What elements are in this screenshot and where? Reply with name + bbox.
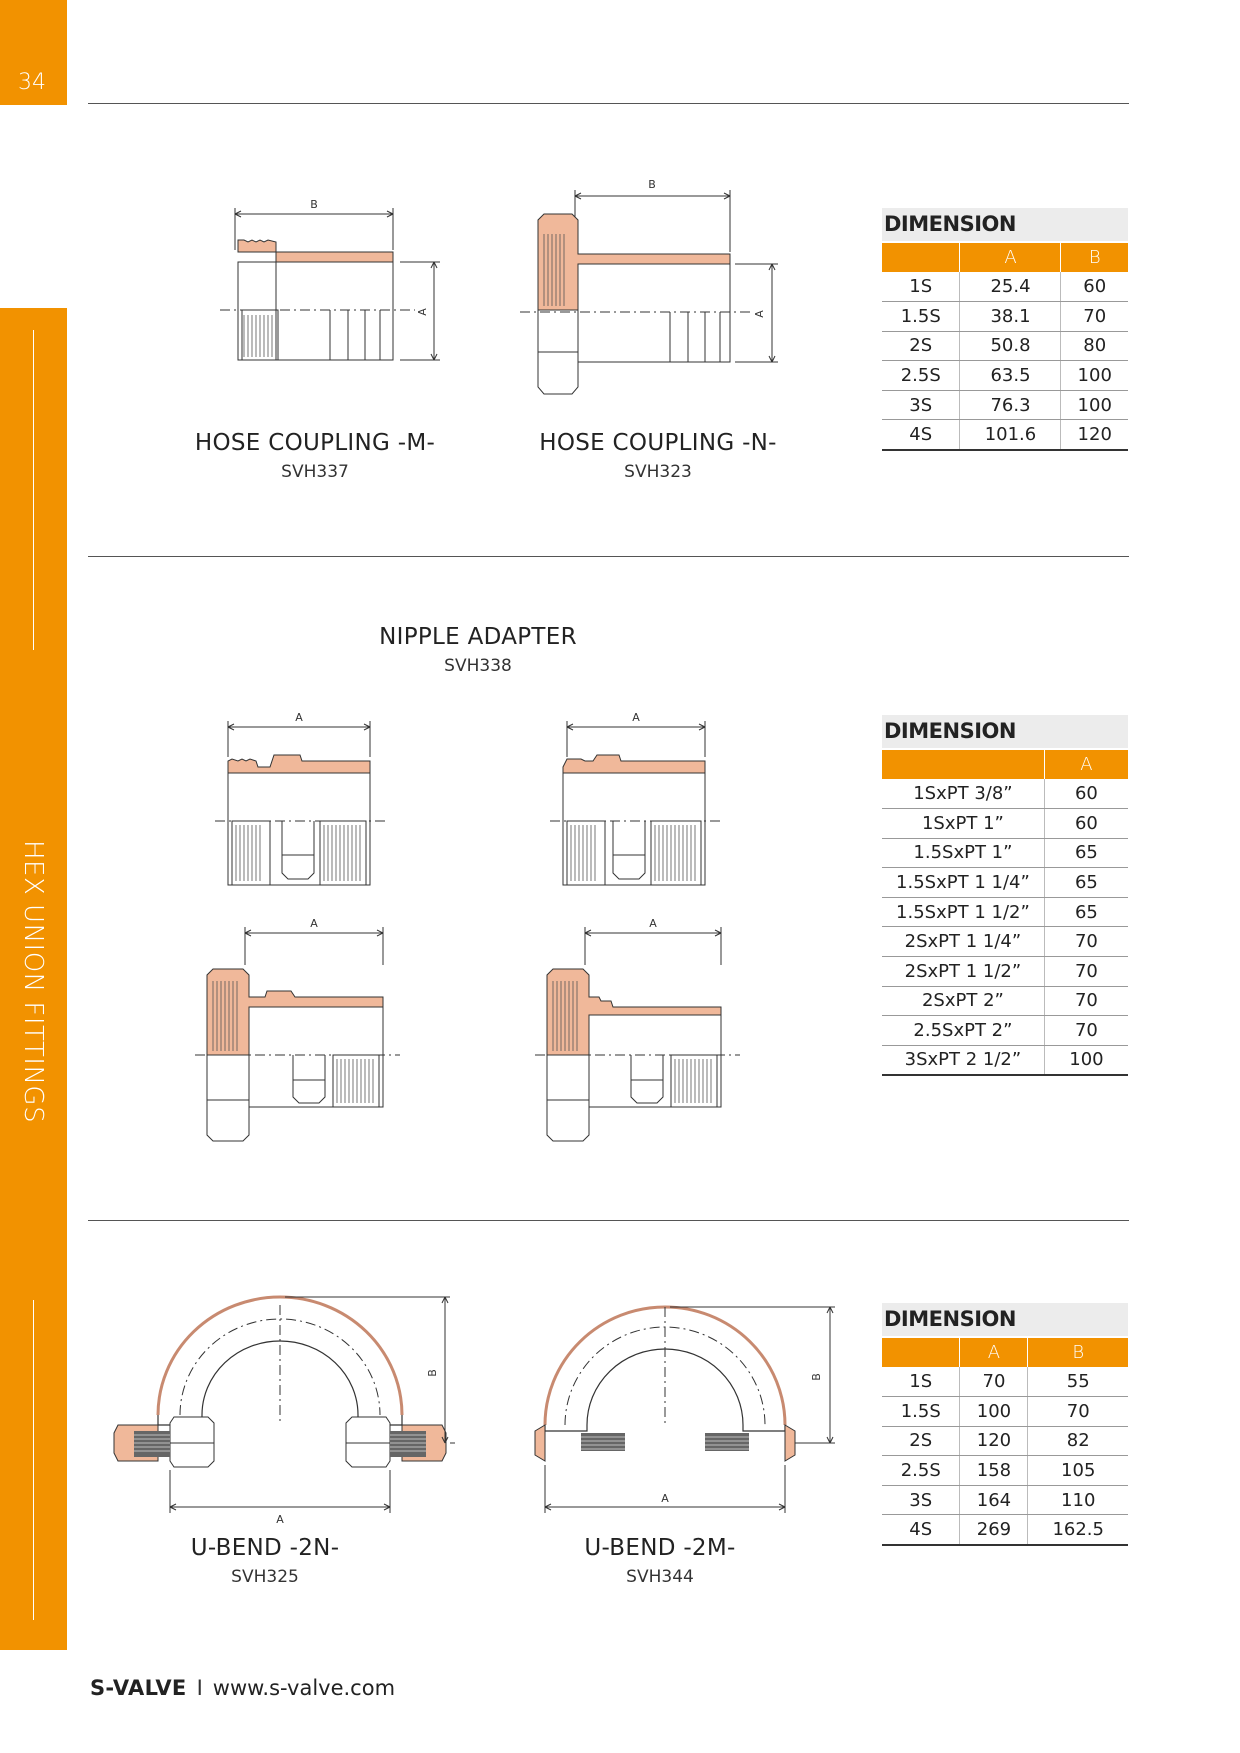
section-tab-divider (33, 1300, 34, 1620)
cell: 269 (960, 1515, 1028, 1545)
brand-name: S-VALVE (90, 1676, 187, 1700)
dimension-label-a: A (753, 310, 766, 318)
table-row (882, 838, 1128, 868)
hose-coupling-n-code: SVH323 (624, 462, 692, 482)
cell: 70 (1044, 927, 1128, 957)
cell: 38.1 (960, 302, 1061, 332)
table-row (882, 1485, 1128, 1515)
cell: 100 (960, 1397, 1028, 1427)
table-row (882, 390, 1128, 420)
table-row (882, 779, 1128, 809)
cell: 110 (1028, 1485, 1128, 1515)
cell: 120 (960, 1426, 1028, 1456)
cell: 2SxPT 1 1/2” (882, 957, 1044, 987)
cell: 1.5SxPT 1” (882, 838, 1044, 868)
cell: 4S (882, 1515, 960, 1545)
u-bend-2m-title: U-BEND -2M- (584, 1535, 736, 1561)
table-row (882, 927, 1128, 957)
section-divider (88, 103, 1129, 104)
nipple-adapter-drawing-3 (195, 915, 405, 1145)
section-title: HEX UNION FITTINGS (18, 840, 48, 1124)
dimension-label-b: B (426, 1369, 439, 1377)
column-header: A (960, 1338, 1028, 1367)
dimension-grid (882, 243, 1128, 451)
cell: 25.4 (960, 272, 1061, 302)
cell: 70 (1044, 986, 1128, 1016)
section-divider (88, 1220, 1129, 1221)
cell: 2.5S (882, 1456, 960, 1486)
table-row (882, 331, 1128, 361)
cell: 1S (882, 1367, 960, 1397)
dimension-title: DIMENSION (882, 715, 1128, 748)
cell: 2.5SxPT 2” (882, 1016, 1044, 1046)
dimension-label-a: A (310, 917, 318, 930)
dimension-title: DIMENSION (882, 1303, 1128, 1336)
cell: 82 (1028, 1426, 1128, 1456)
cell: 164 (960, 1485, 1028, 1515)
cell: 80 (1061, 331, 1128, 361)
cell: 4S (882, 420, 960, 450)
nipple-adapter-drawing-2 (545, 705, 735, 890)
cell: 1.5S (882, 302, 960, 332)
cell: 2.5S (882, 361, 960, 391)
dimension-title: DIMENSION (882, 208, 1128, 241)
cell: 120 (1061, 420, 1128, 450)
column-header (882, 750, 1044, 779)
cell: 1SxPT 1” (882, 809, 1044, 839)
table-row (882, 361, 1128, 391)
cell: 3SxPT 2 1/2” (882, 1045, 1044, 1075)
table-row (882, 809, 1128, 839)
cell: 65 (1044, 897, 1128, 927)
dimension-label-a: A (649, 917, 657, 930)
column-header: B (1028, 1338, 1128, 1367)
cell: 1S (882, 272, 960, 302)
dimension-label-b: B (310, 198, 318, 211)
cell: 50.8 (960, 331, 1061, 361)
cell: 158 (960, 1456, 1028, 1486)
hose-coupling-m-drawing (220, 190, 460, 380)
nipple-adapter-drawing-4 (535, 915, 745, 1145)
cell: 60 (1044, 809, 1128, 839)
hose-coupling-m-title: HOSE COUPLING -M- (194, 430, 436, 456)
nipple-adapter-code: SVH338 (444, 656, 512, 676)
table-row (882, 1426, 1128, 1456)
hose-coupling-m-code: SVH337 (281, 462, 349, 482)
cell: 1.5SxPT 1 1/2” (882, 897, 1044, 927)
cell: 100 (1061, 361, 1128, 391)
ubend-dimension-table (882, 1303, 1128, 1546)
u-bend-2m-code: SVH344 (626, 1567, 694, 1587)
dimension-label-a: A (295, 711, 303, 724)
cell: 3S (882, 1485, 960, 1515)
nipple-adapter-drawing-1 (210, 705, 400, 890)
cell: 101.6 (960, 420, 1061, 450)
cell: 70 (1044, 1016, 1128, 1046)
section-tab (0, 308, 67, 1650)
footer (90, 1676, 395, 1700)
cell: 1.5SxPT 1 1/4” (882, 868, 1044, 898)
dimension-label-a: A (416, 308, 429, 316)
cell: 3S (882, 390, 960, 420)
cell: 76.3 (960, 390, 1061, 420)
nipple-adapter-title: NIPPLE ADAPTER (379, 624, 577, 650)
table-row (882, 1515, 1128, 1545)
cell: 2SxPT 1 1/4” (882, 927, 1044, 957)
table-row (882, 1456, 1128, 1486)
table-row (882, 1016, 1128, 1046)
dimension-grid (882, 750, 1128, 1076)
cell: 63.5 (960, 361, 1061, 391)
dimension-label-b: B (810, 1373, 823, 1381)
cell: 65 (1044, 868, 1128, 898)
section-divider (88, 556, 1129, 557)
cell: 2S (882, 331, 960, 361)
table-row (882, 986, 1128, 1016)
hose-coupling-n-title: HOSE COUPLING -N- (539, 430, 777, 456)
table-row (882, 272, 1128, 302)
cell: 100 (1061, 390, 1128, 420)
cell: 70 (960, 1367, 1028, 1397)
cell: 162.5 (1028, 1515, 1128, 1545)
dimension-label-a: A (661, 1492, 669, 1505)
dimension-label-a: A (276, 1513, 284, 1526)
u-bend-2n-code: SVH325 (231, 1567, 299, 1587)
column-header: B (1061, 243, 1128, 272)
cell: 2SxPT 2” (882, 986, 1044, 1016)
cell: 2S (882, 1426, 960, 1456)
page-number-tab (0, 0, 67, 105)
table-row (882, 1045, 1128, 1075)
cell: 1SxPT 3/8” (882, 779, 1044, 809)
table-row (882, 957, 1128, 987)
cell: 70 (1061, 302, 1128, 332)
website-link[interactable]: www.s-valve.com (212, 1676, 396, 1700)
nipple-dimension-table (882, 715, 1128, 1076)
section-tab-divider (33, 330, 34, 650)
cell: 70 (1028, 1397, 1128, 1427)
u-bend-2m-drawing (525, 1285, 855, 1520)
u-bend-2n-title: U-BEND -2N- (190, 1535, 340, 1561)
hose-dimension-table (882, 208, 1128, 451)
column-header (882, 1338, 960, 1367)
cell: 55 (1028, 1367, 1128, 1397)
column-header (882, 243, 960, 272)
cell: 60 (1061, 272, 1128, 302)
u-bend-2n-drawing (110, 1285, 470, 1530)
footer-separator: I (196, 1676, 203, 1700)
cell: 65 (1044, 838, 1128, 868)
table-row (882, 1397, 1128, 1427)
column-header: A (1044, 750, 1128, 779)
table-row (882, 897, 1128, 927)
cell: 1.5S (882, 1397, 960, 1427)
table-row (882, 1367, 1128, 1397)
table-row (882, 868, 1128, 898)
dimension-grid (882, 1338, 1128, 1546)
dimension-label-a: A (632, 711, 640, 724)
cell: 105 (1028, 1456, 1128, 1486)
column-header: A (960, 243, 1061, 272)
cell: 70 (1044, 957, 1128, 987)
cell: 100 (1044, 1045, 1128, 1075)
dimension-label-b: B (648, 178, 656, 191)
table-row (882, 420, 1128, 450)
table-row (882, 302, 1128, 332)
cell: 60 (1044, 779, 1128, 809)
hose-coupling-n-drawing (520, 172, 790, 402)
page-number: 34 (18, 70, 46, 95)
